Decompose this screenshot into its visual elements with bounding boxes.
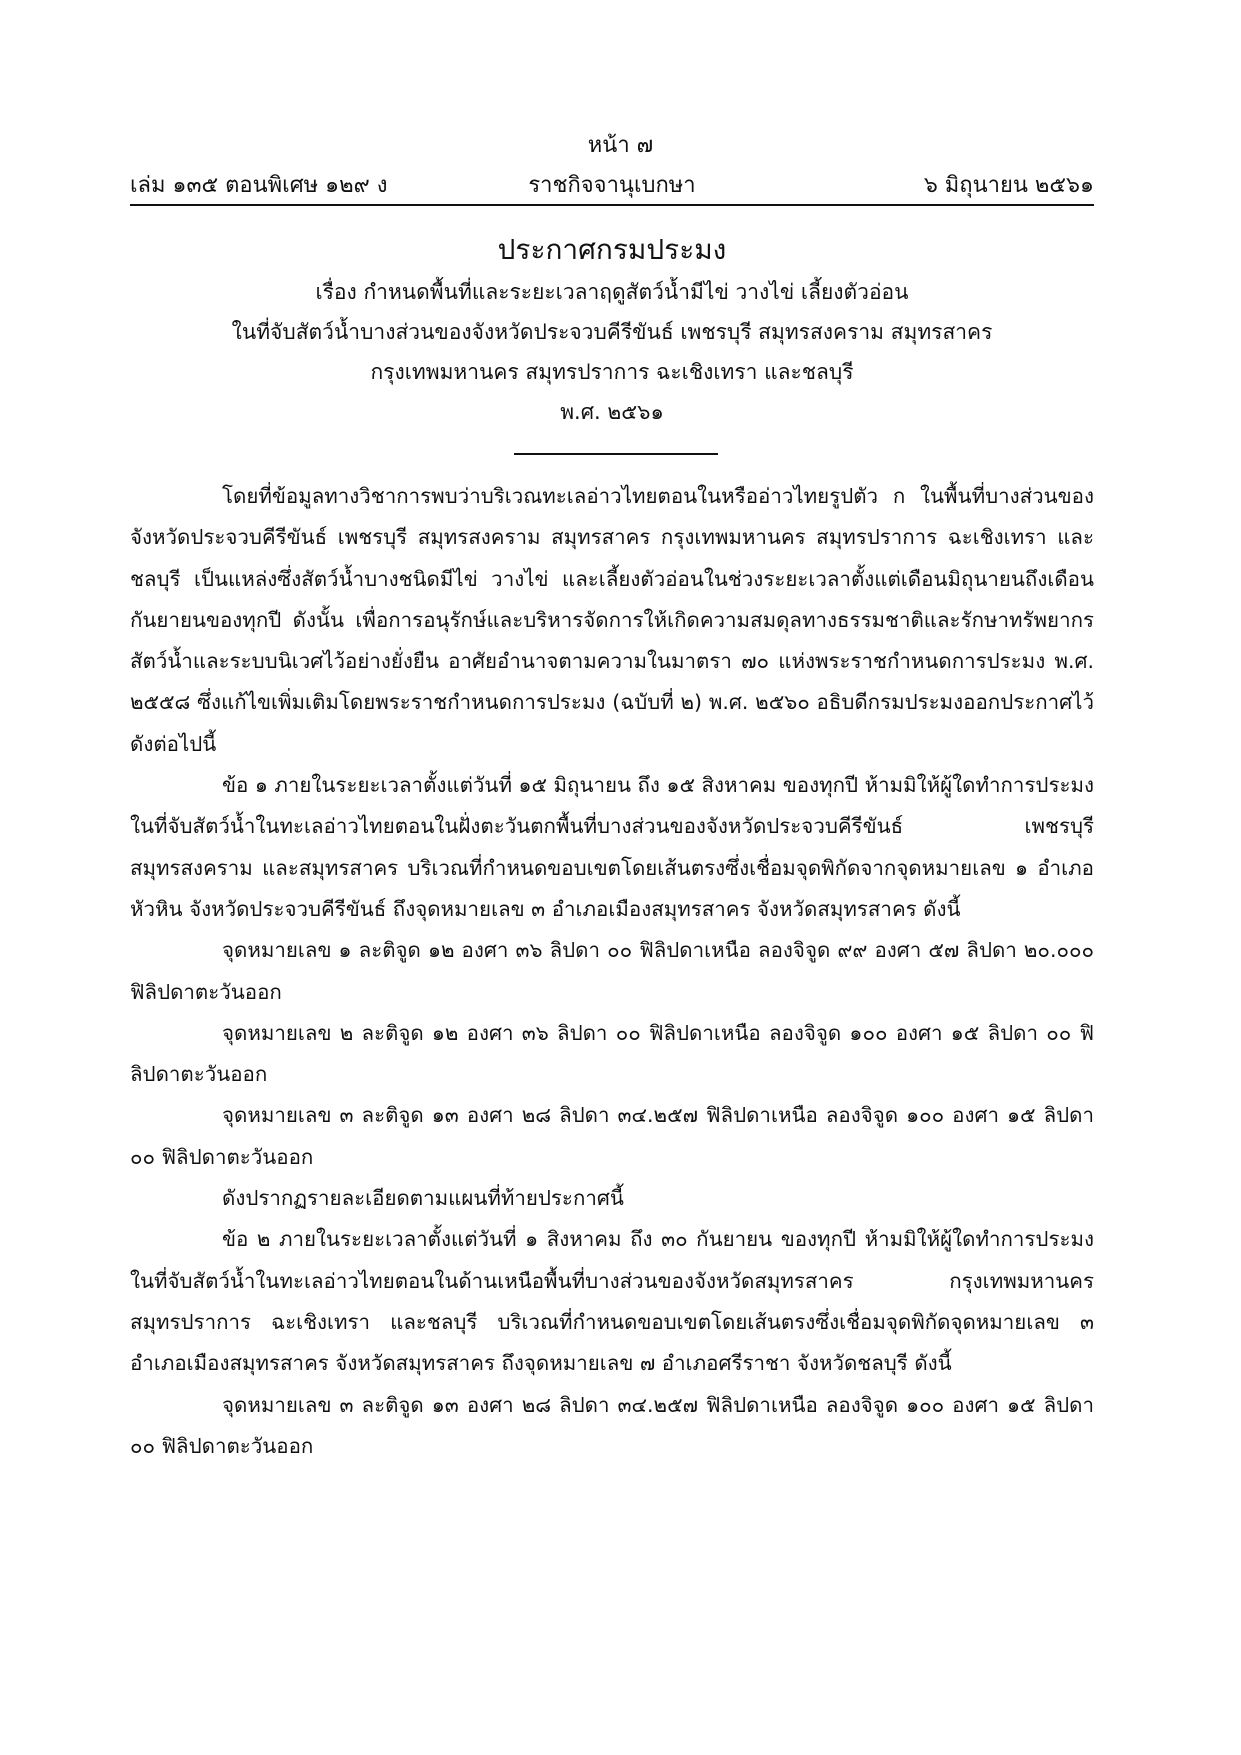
volume-issue: เล่ม ๑๓๕ ตอนพิเศษ ๑๒๙ ง [130, 173, 388, 198]
coordinate-point-3: จุดหมายเลข ๓ ละติจูด ๑๓ องศา ๒๘ ลิปดา ๓๔.๒๕๗ ฟิลิปดาเหนือ ลองจิจูด ๑๐๐ องศา ๑๕ ลิปดา ๐๐ ฟิลิปดาตะวันออก [130, 1103, 1094, 1169]
map-reference-note: ดังปรากฏรายละเอียดตามแผนที่ท้ายประกาศนี้ [222, 1186, 624, 1211]
clause-1-paragraph: ข้อ ๑ ภายในระยะเวลาตั้งแต่วันที่ ๑๕ มิถุนายน ถึง ๑๕ สิงหาคม ของทุกปี ห้ามมิให้ผู้ใดทำการประมงในที่จับสัตว์น้ำในทะเลอ่าวไทยตอนในฝั่งตะวันตกพื้นที่บางส่วนของจังหวัดประจวบคีรีขันธ์ เพชรบุรี สมุทรสงคราม และสมุทรสาคร บริเวณที่กำหนดขอบเขตโดยเส้นตรงซึ่งเชื่อมจุดพิกัดจากจุดหมายเลข ๑ อำเภอหัวหิน จังหวัดประจวบคีรีขันธ์ ถึงจุดหมายเลข ๓ อำเภอเมืองสมุทรสาคร จังหวัดสมุทรสาคร ดังนี้ [130, 773, 1094, 921]
announcement-title-block [130, 228, 1094, 432]
announcement-title: ประกาศกรมประมง [497, 233, 727, 266]
subject-line-3: กรุงเทพมหานคร สมุทรปราการ ฉะเชิงเทรา และชลบุรี [370, 360, 854, 384]
subject-line-1: เรื่อง กำหนดพื้นที่และระยะเวลาฤดูสัตว์น้ำมีไข่ วางไข่ เลี้ยงตัวอ่อน [315, 280, 909, 304]
title-divider [514, 453, 718, 455]
clause-2-paragraph: ข้อ ๒ ภายในระยะเวลาตั้งแต่วันที่ ๑ สิงหาคม ถึง ๓๐ กันยายน ของทุกปี ห้ามมิให้ผู้ใดทำการประมงในที่จับสัตว์น้ำในทะเลอ่าวไทยตอนในด้านเหนือพื้นที่บางส่วนของจังหวัดสมุทรสาคร กรุงเทพมหานคร สมุทรปราการ ฉะเชิงเทรา และชลบุรี บริเวณที่กำหนดขอบเขตโดยเส้นตรงซึ่งเชื่อมจุดพิกัดจุดหมายเลข ๓ อำเภอเมืองสมุทรสาคร จังหวัดสมุทรสาคร ถึงจุดหมายเลข ๗ อำเภอศรีราชา จังหวัดชลบุรี ดังนี้ [130, 1227, 1094, 1376]
gazette-header [130, 167, 1094, 207]
subject-line-2: ในที่จับสัตว์น้ำบางส่วนของจังหวัดประจวบคีรีขันธ์ เพชรบุรี สมุทรสงคราม สมุทรสาคร [231, 320, 993, 344]
page-number: หน้า ๗ [587, 133, 654, 158]
gazette-name: ราชกิจจานุเบกษา [528, 173, 696, 198]
coordinate-point-3-repeat: จุดหมายเลข ๓ ละติจูด ๑๓ องศา ๒๘ ลิปดา ๓๔.๒๕๗ ฟิลิปดาเหนือ ลองจิจูด ๑๐๐ องศา ๑๕ ลิปดา ๐๐ ฟิลิปดาตะวันออก [130, 1392, 1094, 1458]
announcement-year: พ.ศ. ๒๕๖๑ [560, 400, 664, 424]
coordinate-point-1: จุดหมายเลข ๑ ละติจูด ๑๒ องศา ๓๖ ลิปดา ๐๐ ฟิลิปดาเหนือ ลองจิจูด ๙๙ องศา ๕๗ ลิปดา ๒๐.๐๐๐ ฟิลิปดาตะวันออก [130, 938, 1094, 1004]
preamble-paragraph: โดยที่ข้อมูลทางวิชาการพบว่าบริเวณทะเลอ่าวไทยตอนในหรืออ่าวไทยรูปตัว ก ในพื้นที่บางส่วนของจังหวัดประจวบคีรีขันธ์ เพชรบุรี สมุทรสงคราม สมุทรสาคร กรุงเทพมหานคร สมุทรปราการ ฉะเชิงเทรา และชลบุรี เป็นแหล่งซึ่งสัตว์น้ำบางชนิดมีไข่ วางไข่ และเลี้ยงตัวอ่อนในช่วงระยะเวลาตั้งแต่เดือนมิถุนายนถึงเดือนกันยายนของทุกปี ดังนั้น เพื่อการอนุรักษ์และบริหารจัดการให้เกิดความสมดุลทางธรรมชาติและรักษาทรัพยากรสัตว์น้ำและระบบนิเวศไว้อย่างยั่งยืน อาศัยอำนาจตามความในมาตรา ๗๐ แห่งพระราชกำหนดการประมง พ.ศ. ๒๕๕๘ ซึ่งแก้ไขเพิ่มเติมโดยพระราชกำหนดการประมง (ฉบับที่ ๒) พ.ศ. ๒๕๖๐ อธิบดีกรมประมงออกประกาศไว้ ดังต่อไปนี้ [130, 484, 1094, 756]
coordinate-point-2: จุดหมายเลข ๒ ละติจูด ๑๒ องศา ๓๖ ลิปดา ๐๐ ฟิลิปดาเหนือ ลองจิจูด ๑๐๐ องศา ๑๕ ลิปดา ๐๐ ฟิลิปดาตะวันออก [130, 1020, 1094, 1087]
announcement-body [130, 476, 1094, 1467]
header-divider [130, 204, 1094, 206]
publication-date: ๖ มิถุนายน ๒๕๖๑ [923, 173, 1094, 198]
